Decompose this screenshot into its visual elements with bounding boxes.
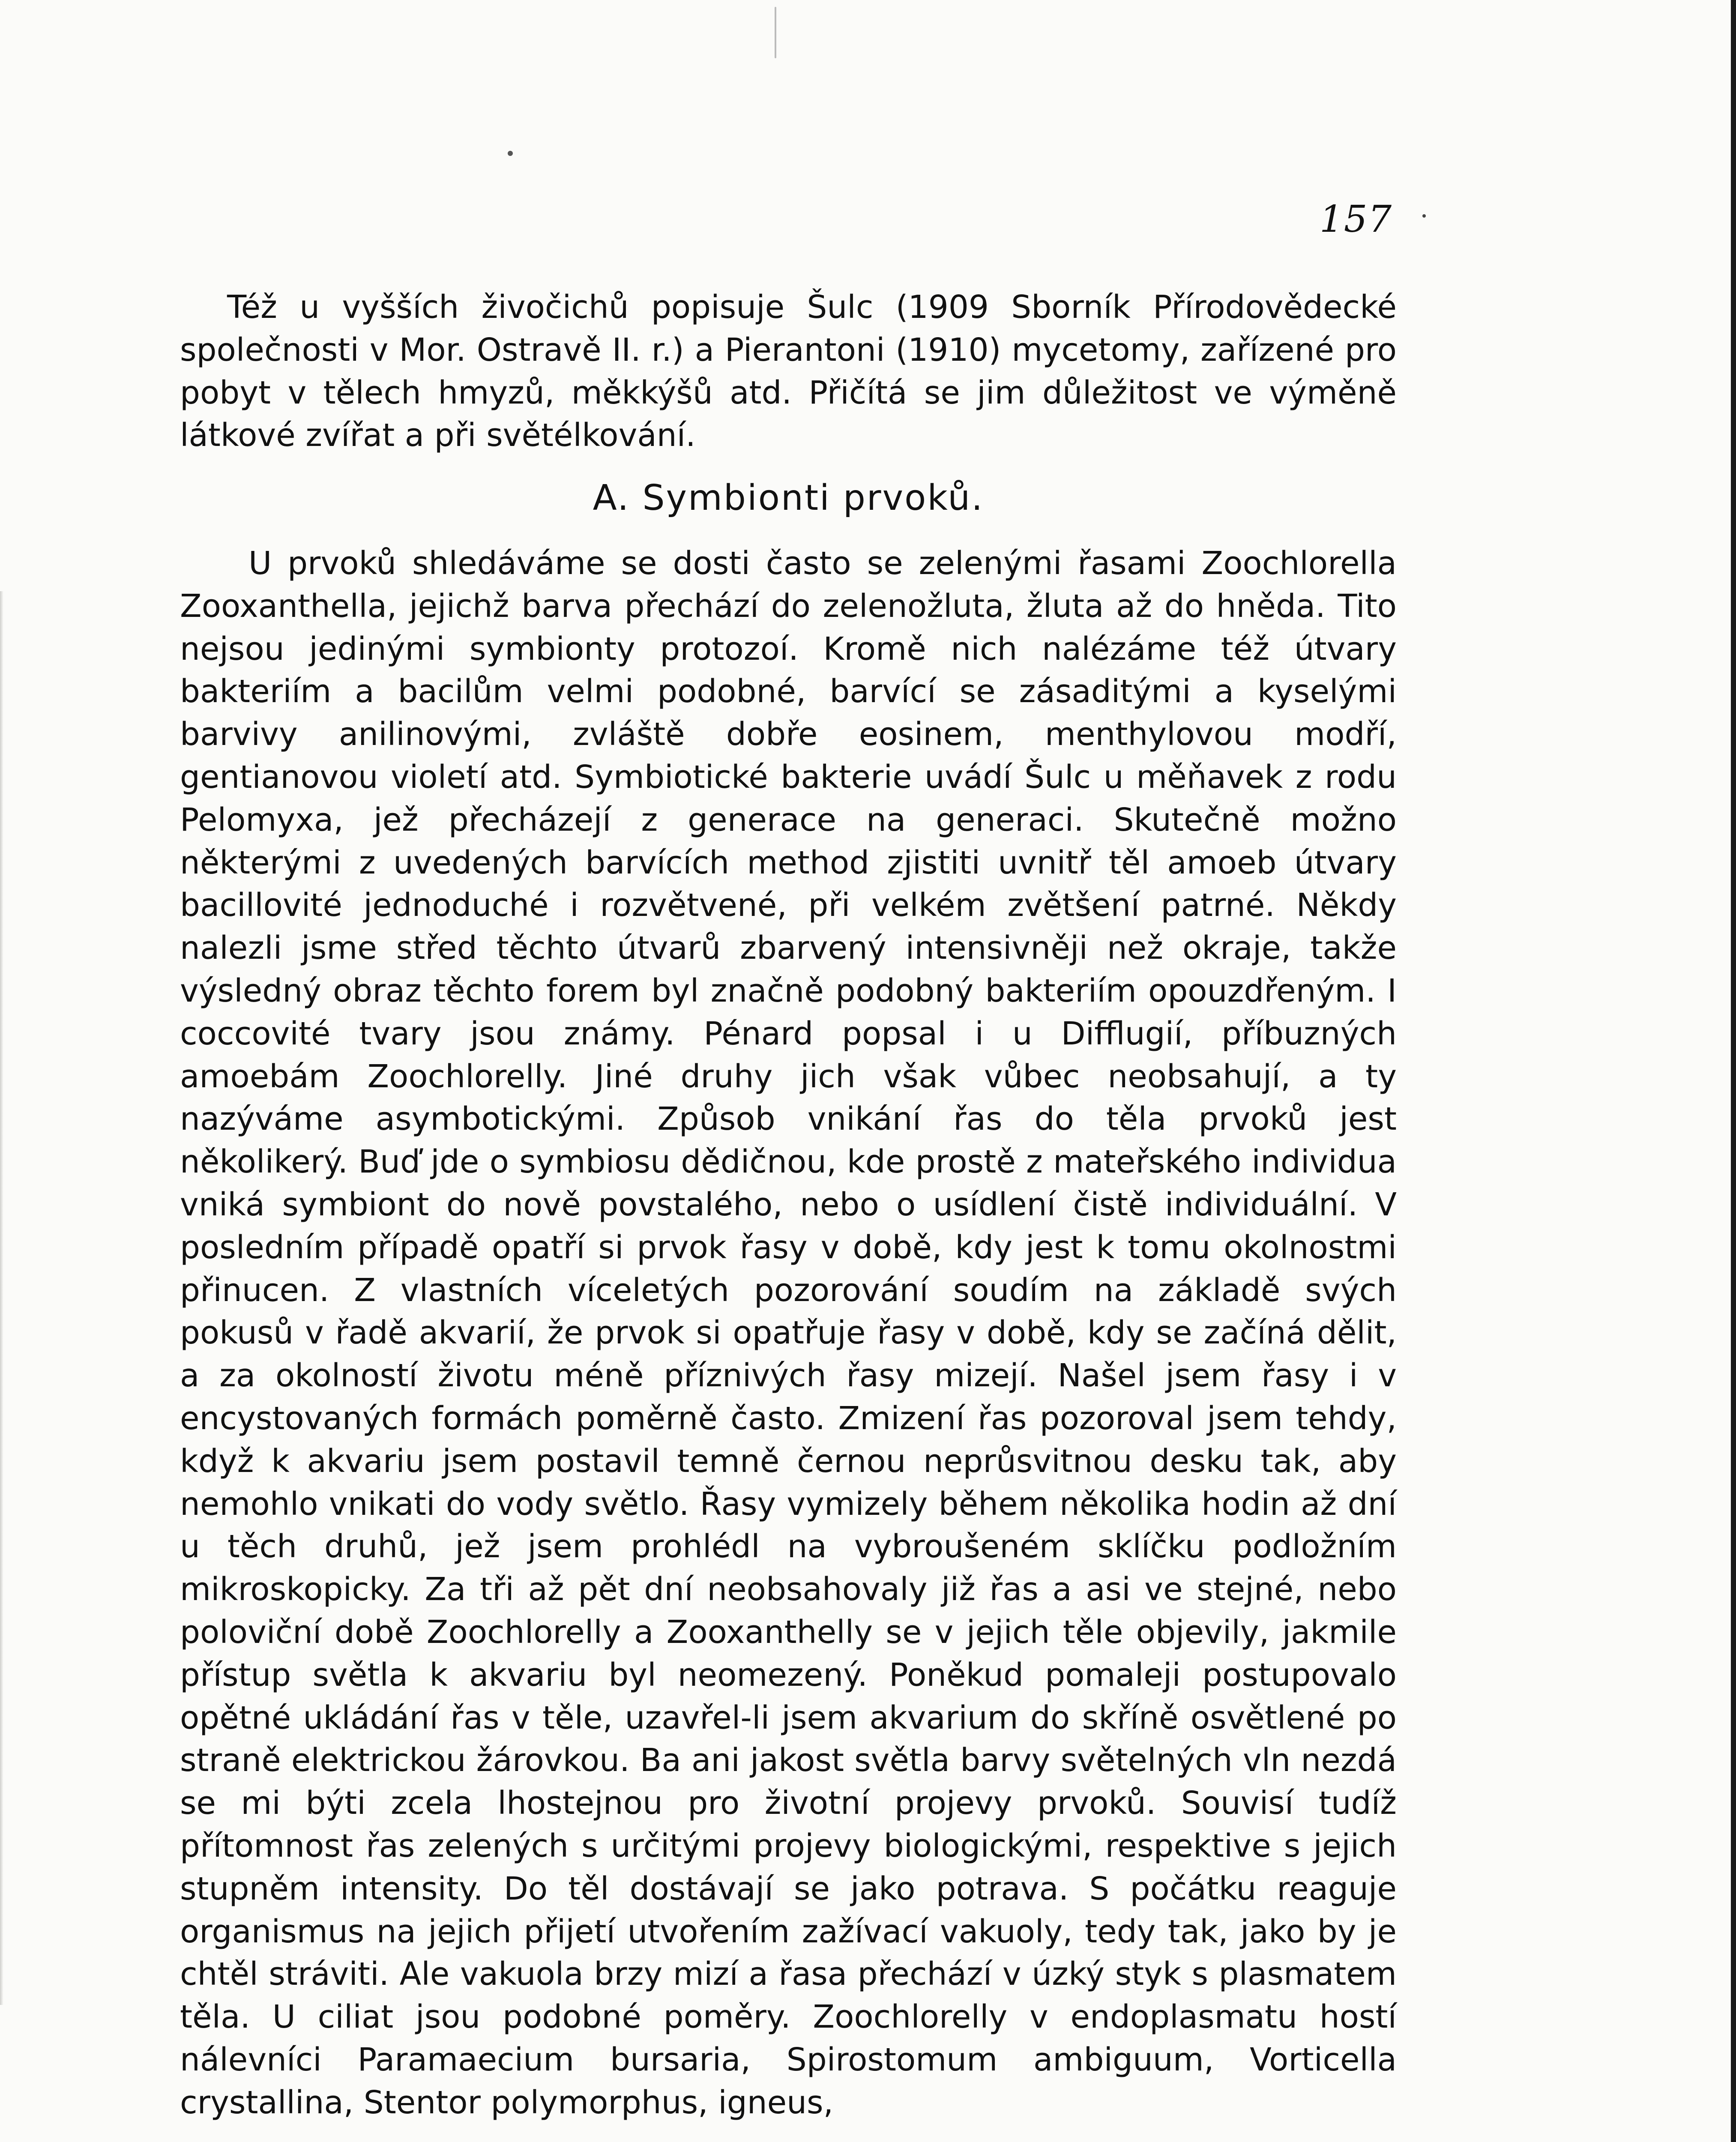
section-heading: A. Symbionti prvoků. — [593, 478, 984, 518]
page-number: 157 — [1320, 198, 1393, 241]
intro-paragraph: Též u vyšších živočichů popisuje Šulc (1909 Sborník Přírodovědecké společnosti v Mor. Ostravě II. r.) a Pierantoni (1910) mycetomy, zařízené pro pobyt v tělech hmyzů, měkkýšů atd. Přičítá se jim důležitost ve výměně látkové zvířat a při světélkování. — [180, 289, 1397, 454]
page-right-edge — [1731, 0, 1736, 2142]
section-body-paragraph: U prvoků shledáváme se dosti často se zelenými řasami Zoochlorella Zooxanthella, jejichž barva přechází do zelenožluta, žluta až do hněda. Tito nejsou jedinými symbionty protozoí. Kromě nich nalézáme též útvary bakteriím a bacilům velmi podobné, barvící se zásaditými a kyselými barvivy anilinovými, zvláště dobře eosinem, menthylovou modří, gentianovou violetí atd. Symbiotické bakterie uvádí Šulc u měňavek z rodu Pelomyxa, jež přecházejí z generace na generaci. Skutečně možno některými z uvedených barvících method zjistiti uvnitř těl amoeb útvary bacillovité jednoduché i rozvětvené, při velkém zvětšení patrné. Někdy nalezli jsme střed těchto útvarů zbarvený intensivněji než okraje, takže výsledný obraz těchto forem byl značně podobný bakteriím opouzdřeným. I coccovité tvary jsou známy. Pénard popsal i u Difflugií, příbuzných amoebám Zoochlorelly. Jiné druhy jich však vůbec neobsahují, a ty nazýváme asymbotickými. Způsob vnikání řas do těla prvoků jest několikerý. Buď jde o symbiosu dědičnou, kde prostě z mateřského individua vniká symbiont do nově povstalého, nebo o usídlení čistě individuální. V posledním případě opatří si prvok řasy v době, kdy jest k tomu okolnostmi přinucen. Z vlastních víceletých pozorování soudím na základě svých pokusů v řadě akvarií, že prvok si opatřuje řasy v době, kdy se začíná dělit, a za okolností životu méně příznivých řasy mizejí. Našel jsem řasy i v encystovaných formách poměrně často. Zmizení řas pozoroval jsem tehdy, když k akvariu jsem postavil temně černou neprůsvitnou desku tak, aby nemohlo vnikati do vody světlo. Řasy vymizely během několika hodin až dní u těch druhů, jež jsem prohlédl na vybroušeném sklíčku podložním mikroskopicky. Za tři až pět dní neobsahovaly již řas a asi ve stejné, nebo poloviční době Zoochlorelly a Zooxanthelly se v jejich těle objevily, jakmile přístup světla k akvariu byl neomezený. Poněkud pomaleji postupovalo opětné ukládání řas v těle, uzavřel-li jsem akvarium do skříně osvětlené po straně elektrickou žárovkou. Ba ani jakost světla barvy světelných vln nezdá se mi býti zcela lhostejnou pro životní projevy prvoků. Souvisí tudíž přítomnost řas zelených s určitými projevy biologickými, respektive s jejich stupněm intensity. Do těl dostávají se jako potrava. S počátku reaguje organismus na jejich přijetí utvořením zažívací vakuoly, tedy tak, jako by je chtěl stráviti. Ale vakuola brzy mizí a řasa přechází v úzký styk s plasmatem těla. U ciliat jsou podobné poměry. Zoochlorelly v endoplasmatu hostí nálevníci Paramaecium bursaria, Spirostomum ambiguum, Vorticella crystallina, Stentor polymorphus, igneus, — [180, 545, 1397, 2121]
page-number-dot — [1422, 214, 1426, 218]
ink-speck — [775, 7, 776, 58]
page-left-shadow — [0, 591, 3, 2005]
ink-speck — [508, 151, 513, 156]
